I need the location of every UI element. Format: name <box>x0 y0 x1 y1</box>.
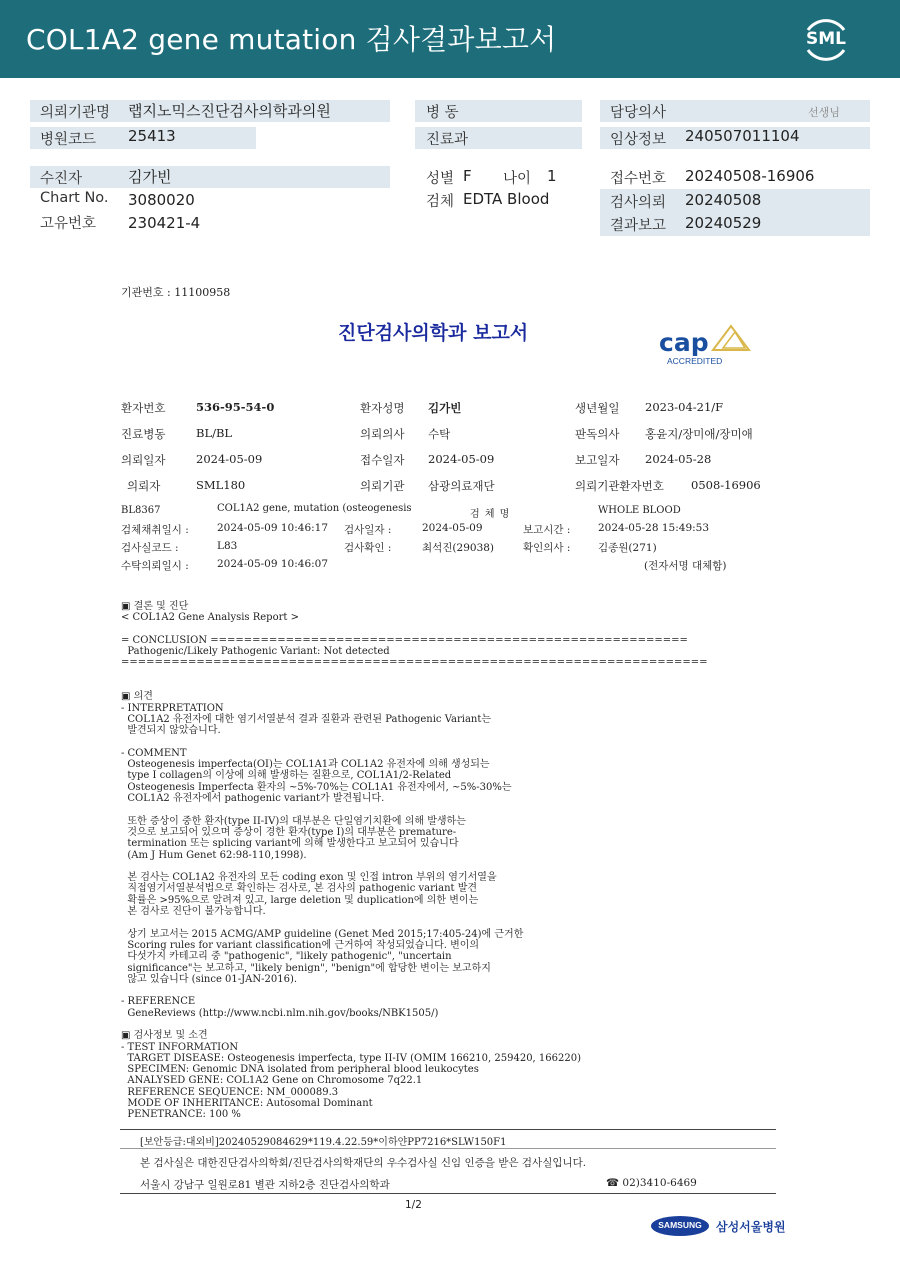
result-value: 20240529 <box>685 214 762 232</box>
confirm-label: 검사확인 : <box>344 542 392 554</box>
consign-label: 수탁의뢰일시 : <box>121 560 189 572</box>
body-line: COL1A2 유전자에 대한 염기서열분석 결과 질환과 관련된 Pathogenic Variant는 <box>121 713 492 725</box>
body-line: (Am J Hum Genet 62:98-110,1998). <box>121 849 307 861</box>
cap-text: cap <box>659 328 709 357</box>
cap-accredited-logo <box>655 322 755 372</box>
body-line: PENETRANCE: 100 % <box>121 1109 241 1121</box>
req-org: 삼광의료재단 <box>428 479 495 493</box>
dob-label: 생년월일 <box>575 401 620 415</box>
req-org-label: 의뢰기관 <box>360 479 405 493</box>
sex-value: F <box>463 167 472 185</box>
age-value: 1 <box>547 167 557 185</box>
footer-divider-mid <box>120 1148 776 1149</box>
patient-no-label: 환자번호 <box>121 401 166 415</box>
org-number: 기관번호 : 11100958 <box>121 286 231 299</box>
test-name: COL1A2 gene, mutation (osteogenesis <box>217 503 412 514</box>
read-doc: 홍윤지/장미애/장미애 <box>645 427 753 441</box>
request-value: 20240508 <box>685 191 762 209</box>
body-line: ANALYSED GENE: COL1A2 Gene on Chromosome 7q22.1 <box>121 1075 423 1087</box>
patient-name: 김가빈 <box>428 401 462 415</box>
body-line: - COMMENT <box>121 747 187 759</box>
test-date-label: 검사일자 : <box>344 524 392 536</box>
body-line: MODE OF INHERITANCE: Autosomal Dominant <box>121 1098 373 1110</box>
body-line: 다섯가지 카테고리 중 "pathogenic", "likely pathogenic", "uncertain <box>121 951 452 963</box>
confirm-doc: 김종원(271) <box>598 542 657 554</box>
patient-row <box>30 166 390 188</box>
body-line: 또한 증상이 중한 환자(type II-IV)의 대부분은 단일염기치환에 의해 발생하는 <box>121 815 466 827</box>
patient-label: 수진자 <box>40 171 83 187</box>
recv-date-label: 접수일자 <box>360 453 405 467</box>
body-line: 상기 보고서는 2015 ACMG/AMP guideline (Genet Med 2015;17:405-24)에 근거한 <box>121 928 524 940</box>
chart-label: Chart No. <box>40 190 109 206</box>
body-line: = CONCLUSION ========================================================= <box>121 634 688 646</box>
cert-line: 본 검사실은 대한진단검사의학회/진단검사의학재단의 우수검사실 신임 인증을 받은 검사실입니다. <box>140 1157 587 1169</box>
phone-line: ☎ 02)3410-6469 <box>606 1177 697 1189</box>
room: L83 <box>217 540 238 552</box>
body-line: ▣ 결론 및 진단 <box>121 601 189 612</box>
collect: 2024-05-09 10:46:17 <box>217 522 329 534</box>
test-code: BL8367 <box>121 505 161 516</box>
body-line: type I collagen의 이상에 의해 발생하는 질환으로, COL1A1/2-Related <box>121 770 452 782</box>
result-label: 결과보고 <box>610 218 667 234</box>
report-date-label: 보고일자 <box>575 453 620 467</box>
req-date-label: 의뢰일자 <box>121 453 166 467</box>
report-time: 2024-05-28 15:49:53 <box>598 522 710 534</box>
body-line: significance"는 보고하고, "likely benign", "benign"에 합당한 변이는 보고하지 <box>121 962 491 974</box>
body-line: Osteogenesis imperfecta(OI)는 COL1A1과 COL1A2 유전자에 의해 생성되는 <box>121 759 490 771</box>
clinical-label: 임상정보 <box>610 132 667 148</box>
body-line: Osteogenesis Imperfecta 환자의 ~5%-70%는 COL1A1 유전자에서, ~5%-30%는 <box>121 781 512 793</box>
footer-divider-bottom <box>120 1193 776 1194</box>
specimen-name: WHOLE BLOOD <box>598 505 681 516</box>
req-doc: 수탁 <box>428 427 451 441</box>
samsung-hospital-logo <box>650 1215 786 1237</box>
body-line <box>121 680 708 691</box>
age-label: 나이 <box>503 171 532 187</box>
body-line: TARGET DISEASE: Osteogenesis imperfecta, type II-IV (OMIM 166210, 259420, 166220) <box>121 1052 581 1064</box>
doctor-label: 담당의사 <box>610 105 667 121</box>
address-line: 서울시 강남구 일원로81 별관 지하2층 진단검사의학과 <box>140 1179 390 1191</box>
report-body-text <box>121 601 708 1121</box>
confirm-doc-label: 확인의사 : <box>523 542 571 554</box>
room-label: 검사실코드 : <box>121 542 179 554</box>
body-line: ▣ 검사정보 및 소견 <box>121 1030 208 1042</box>
test-date: 2024-05-09 <box>422 522 483 534</box>
institution-label: 의뢰기관명 <box>40 105 111 121</box>
body-line: - REFERENCE <box>121 996 196 1008</box>
hospital-code-value: 25413 <box>128 127 176 145</box>
body-line <box>121 861 708 872</box>
body-line <box>121 985 708 996</box>
doctor-note: 선생님 <box>808 106 840 119</box>
cap-sub: ACCREDITED <box>667 356 723 366</box>
page-number: 1/2 <box>405 1199 422 1211</box>
dob: 2023-04-21/F <box>645 400 724 414</box>
consign: 2024-05-09 10:46:07 <box>217 558 329 570</box>
req-date: 2024-05-09 <box>196 452 263 466</box>
body-line: COL1A2 유전자에서 pathogenic variant가 발견됩니다. <box>121 793 385 805</box>
ward-label: 병 동 <box>426 105 459 121</box>
receipt-label: 접수번호 <box>610 171 667 187</box>
report-title: COL1A2 gene mutation 검사결과보고서 <box>26 23 557 56</box>
sex-label: 성별 <box>426 171 455 187</box>
body-line <box>121 624 708 635</box>
body-line: 않고 있습니다 (since 01-JAN-2016). <box>121 973 298 985</box>
patient-no: 536-95-54-0 <box>196 400 275 414</box>
samsung-text: SAMSUNG <box>658 1220 702 1230</box>
ward-rp: BL/BL <box>196 426 233 440</box>
receipt-value: 20240508-16906 <box>685 167 815 185</box>
body-line: - INTERPRETATION <box>121 702 224 714</box>
body-line: < COL1A2 Gene Analysis Report > <box>121 612 299 624</box>
body-line <box>121 804 708 815</box>
req-org-pt: 0508-16906 <box>691 478 761 492</box>
patient-name-label: 환자성명 <box>360 401 405 415</box>
body-line: ====================================================================== <box>121 657 708 669</box>
body-line <box>121 737 708 748</box>
confirm: 최석진(29038) <box>422 542 495 554</box>
chart-value: 3080020 <box>128 191 195 209</box>
body-line: 본 검사로 진단이 불가능합니다. <box>121 906 266 918</box>
body-line: termination 또는 splicing variant에 의해 발생한다고 보고되어 있습니다 <box>121 838 459 850</box>
body-line: 본 검사는 COL1A2 유전자의 모든 coding exon 및 인접 intron 부위의 염기서열을 <box>121 872 497 884</box>
body-line <box>121 1019 708 1030</box>
body-line: Pathogenic/Likely Pathogenic Variant: Not detected <box>121 646 390 658</box>
report-time-label: 보고시간 : <box>523 524 571 536</box>
security-line: [보안등급:대외비]20240529084629*119.4.22.59*이하얀PP7216*SLW150F1 <box>140 1137 507 1148</box>
specimen-name-label: 검 체 명 <box>470 509 511 520</box>
logo-text: SML <box>806 29 846 49</box>
samsung-hospital-name: 삼성서울병원 <box>716 1220 786 1234</box>
unique-label: 고유번호 <box>40 216 97 232</box>
collect-label: 검체채취일시 : <box>121 524 189 536</box>
requester-label: 의뢰자 <box>127 479 161 493</box>
body-line: - TEST INFORMATION <box>121 1041 239 1053</box>
report-date: 2024-05-28 <box>645 452 712 466</box>
specimen-label: 검체 <box>426 194 455 210</box>
req-doc-label: 의뢰의사 <box>360 427 405 441</box>
req-org-pt-label: 의뢰기관환자번호 <box>575 479 664 493</box>
body-line: 확률은 >95%으로 알려져 있고, large deletion 및 duplication에 의한 변이는 <box>121 894 479 906</box>
ward-label-rp: 진료병동 <box>121 427 166 441</box>
body-line: 것으로 보고되어 있으며 증상이 경한 환자(type I)의 대부분은 premature- <box>121 826 457 838</box>
body-line <box>121 917 708 928</box>
clinical-value: 240507011104 <box>685 127 800 145</box>
esign-note: (전자서명 대체함) <box>644 560 727 572</box>
institution-value: 랩지노믹스진단검사의학과의원 <box>128 102 331 120</box>
unique-value: 230421-4 <box>128 214 201 232</box>
dept-label: 진료과 <box>426 132 469 148</box>
report-main-title: 진단검사의학과 보고서 <box>338 322 529 344</box>
body-line: Scoring rules for variant classification에 근거하여 작성되었습니다. 변이의 <box>121 939 480 951</box>
request-label: 검사의뢰 <box>610 195 667 211</box>
hospital-code-label: 병원코드 <box>40 132 97 148</box>
footer-divider-top <box>120 1129 776 1130</box>
body-line: GeneReviews (http://www.ncbi.nlm.nih.gov/books/NBK1505/) <box>121 1007 439 1019</box>
specimen-value: EDTA Blood <box>463 190 550 208</box>
body-line <box>121 669 708 680</box>
body-line: REFERENCE SEQUENCE: NM_000089.3 <box>121 1086 339 1098</box>
requester: SML180 <box>196 478 246 492</box>
read-doc-label: 판독의사 <box>575 427 620 441</box>
body-line: 발견되지 않았습니다. <box>121 725 221 737</box>
sml-logo <box>800 14 852 66</box>
body-line: 직접염기서열분석법으로 확인하는 검사로, 본 검사의 pathogenic variant 발견 <box>121 883 478 895</box>
body-line: ▣ 의견 <box>121 691 153 703</box>
recv-date: 2024-05-09 <box>428 452 495 466</box>
patient-value: 김가빈 <box>128 168 172 186</box>
report-header <box>0 0 900 78</box>
body-line: SPECIMEN: Genomic DNA isolated from peripheral blood leukocytes <box>121 1064 479 1076</box>
